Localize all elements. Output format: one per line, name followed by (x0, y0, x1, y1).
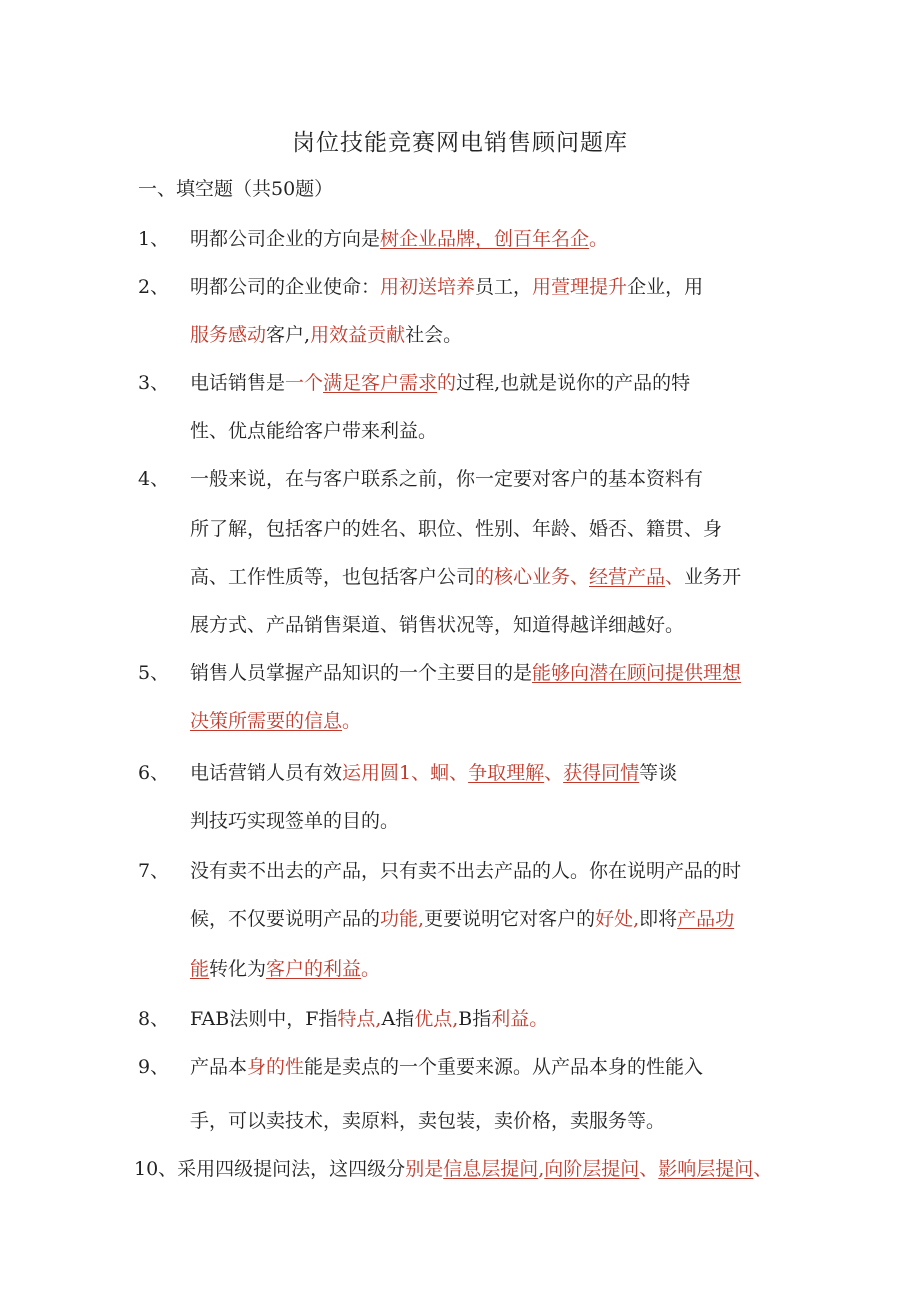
text: 产品本 (190, 1056, 248, 1078)
question-4-line-3 (190, 564, 741, 590)
question-number: 2、 (138, 276, 170, 298)
text: 能是卖点的一个重要来源。从产品本身的性能入 (304, 1056, 704, 1078)
text: 企业，用 (627, 276, 704, 298)
page-title: 岗位技能竞赛网电销售顾问题库 (292, 130, 628, 156)
text: 更要说明它对客户的 (424, 908, 596, 930)
question-1 (190, 226, 608, 252)
text: 电话营销人员有效 (190, 762, 343, 784)
question-4-line-4: 展方式、产品销售渠道、销售状况等，知道得越详细越好。 (190, 614, 685, 636)
question-number: 1、 (138, 228, 170, 250)
answer: 、 (639, 1158, 659, 1180)
answer: 能够向潜在顾问提供理想 (532, 662, 742, 684)
question-9-line-2: 手，可以卖技术，卖原料，卖包装，卖价格，卖服务等。 (190, 1110, 666, 1132)
answer: 经营产品 (589, 566, 666, 588)
answer: 满足客户需求 (323, 372, 438, 394)
answer: 决策所需要的信息 (190, 710, 343, 732)
question-3-line-2: 性、优点能给客户带来利益。 (190, 420, 438, 442)
text: 。 (342, 710, 362, 732)
answer: 一个 (285, 372, 324, 394)
question-6-line-2: 判技巧实现签单的目的。 (190, 810, 400, 832)
question-8 (190, 1006, 548, 1032)
answer: 、 (753, 1158, 773, 1180)
question-4-line-2: 所了解，包括客户的姓名、职位、性别、年龄、婚否、籍贯、身 (190, 518, 723, 540)
answer: 获得同情 (563, 762, 640, 784)
answer: 好处, (595, 908, 640, 930)
question-number: 5、 (138, 662, 170, 684)
text: 业务开 (684, 566, 742, 588)
question-3-line-1 (190, 370, 690, 396)
answer: 客户的利益 (266, 958, 362, 980)
question-2-line-2 (190, 322, 462, 348)
question-5-line-1 (190, 660, 741, 686)
question-number: 9、 (138, 1056, 170, 1078)
text: 高、工作性质等，也包括客户公司 (190, 566, 476, 588)
question-2-line-1 (190, 274, 703, 300)
answer: 优点, (414, 1008, 459, 1030)
answer: 树企业品牌，创百年名企 (380, 228, 590, 250)
text: FAB法则中，F指 (190, 1008, 338, 1030)
answer: 向阶层提问 (544, 1158, 640, 1180)
question-5-line-2 (190, 708, 361, 734)
section-heading: 一、填空题（共50题） (138, 178, 334, 200)
question-9-line-1 (190, 1054, 703, 1080)
answer: 用效益贡献 (310, 324, 406, 346)
question-7-line-3 (190, 956, 380, 982)
text: 等谈 (639, 762, 678, 784)
question-number: 6、 (138, 762, 170, 784)
answer: 、 (665, 566, 685, 588)
answer: 用萱理提升 (532, 276, 628, 298)
answer: 功能, (380, 908, 425, 930)
text: 过程,也就是说你的产品的特 (456, 372, 691, 394)
answer: 能 (190, 958, 210, 980)
text: B指 (458, 1008, 492, 1030)
text: 客户, (266, 324, 311, 346)
answer: 用初送培养 (380, 276, 476, 298)
answer: 影响层提问 (658, 1158, 754, 1180)
question-number: 7、 (138, 860, 170, 882)
answer: 利益。 (491, 1008, 549, 1030)
text: 。 (361, 958, 381, 980)
question-number: 4、 (138, 468, 170, 490)
text: 销售人员掌握产品知识的一个主要目的是 (190, 662, 533, 684)
answer: , (538, 1158, 545, 1180)
text: 即将 (639, 908, 678, 930)
answer: 的核心业务、 (475, 566, 590, 588)
answer: 信息层提问 (443, 1158, 539, 1180)
text: 明都公司企业的方向是 (190, 228, 381, 250)
question-6-line-1 (190, 760, 677, 786)
text: 电话销售是 (190, 372, 286, 394)
text: 候，不仅要说明产品的 (190, 908, 381, 930)
text: 。 (589, 228, 609, 250)
text: 10、采用四级提问法，这四级分 (134, 1158, 406, 1180)
answer: 运用圆1、蛔、 (342, 762, 469, 784)
answer: 、 (544, 762, 564, 784)
answer: 服务感动 (190, 324, 267, 346)
answer: 争取理解 (468, 762, 545, 784)
question-7-line-2 (190, 906, 734, 932)
answer: 产品功 (677, 908, 735, 930)
question-number: 8、 (138, 1008, 170, 1030)
question-number: 3、 (138, 372, 170, 394)
question-4-line-1: 一般来说，在与客户联系之前，你一定要对客户的基本资料有 (190, 468, 704, 490)
answer: 身的性 (247, 1056, 305, 1078)
text: A指 (381, 1008, 415, 1030)
answer: 特点, (337, 1008, 382, 1030)
question-7-line-1: 没有卖不出去的产品，只有卖不出去产品的人。你在说明产品的时 (190, 860, 742, 882)
answer: 别是 (405, 1158, 444, 1180)
answer: 的 (437, 372, 457, 394)
text: 员工， (475, 276, 533, 298)
text: 明都公司的企业使命： (190, 276, 381, 298)
text: 转化为 (209, 958, 267, 980)
text: 社会。 (405, 324, 463, 346)
question-10 (134, 1156, 772, 1182)
